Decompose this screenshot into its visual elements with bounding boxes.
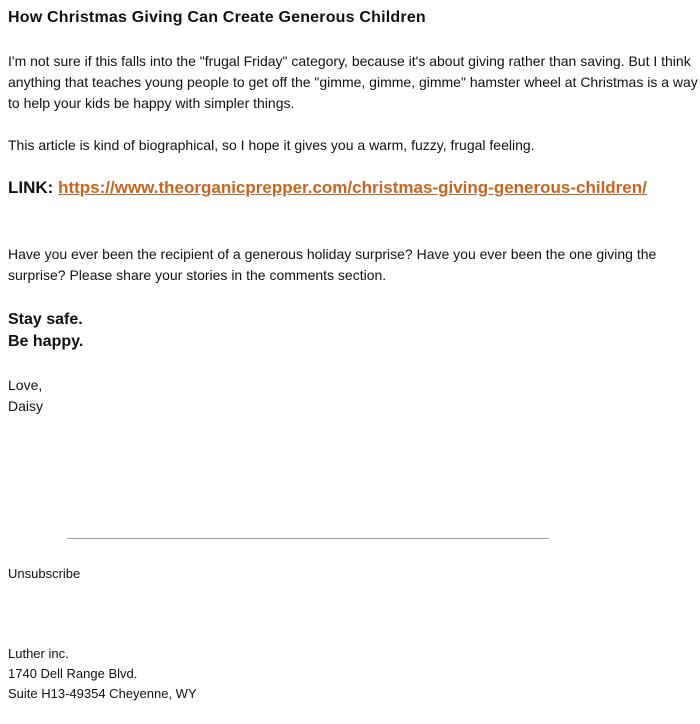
intro-paragraph: I'm not sure if this falls into the "frugal Friday" category, because it's about giving rather than saving. But I think anything that teaches young people to get off the "gimme, gimme, gimme" hamster wheel at Christmas is a way to help your kids be happy with simpler things. [8, 53, 698, 111]
address-city: Suite H13-49354 Cheyenne, WY [8, 686, 197, 701]
question-paragraph: Have you ever been the recipient of a generous holiday surprise? Have you ever been the one giving the surprise? Please share your stories in the comments section. [8, 246, 657, 283]
link-label: LINK: [8, 178, 54, 197]
signoff-be-happy: Be happy. [8, 333, 84, 350]
article-title: How Christmas Giving Can Create Generous Children [8, 9, 426, 26]
footer-divider [67, 538, 549, 539]
unsubscribe-link[interactable]: Unsubscribe [8, 566, 81, 581]
closing-block [8, 375, 43, 417]
signoff-block [8, 309, 83, 353]
address-company: Luther inc. [8, 646, 69, 661]
note-paragraph: This article is kind of biographical, so I hope it gives you a warm, fuzzy, frugal feeling. [8, 137, 535, 153]
link-line [8, 177, 688, 199]
closing-text: Love, [8, 377, 43, 393]
signoff-stay-safe: Stay safe. [8, 311, 83, 328]
footer-address [8, 644, 197, 704]
address-street: 1740 Dell Range Blvd. [8, 666, 138, 681]
article-link[interactable]: https://www.theorganicprepper.com/christmas-giving-generous-children/ [58, 178, 647, 197]
author-name: Daisy [8, 398, 44, 414]
